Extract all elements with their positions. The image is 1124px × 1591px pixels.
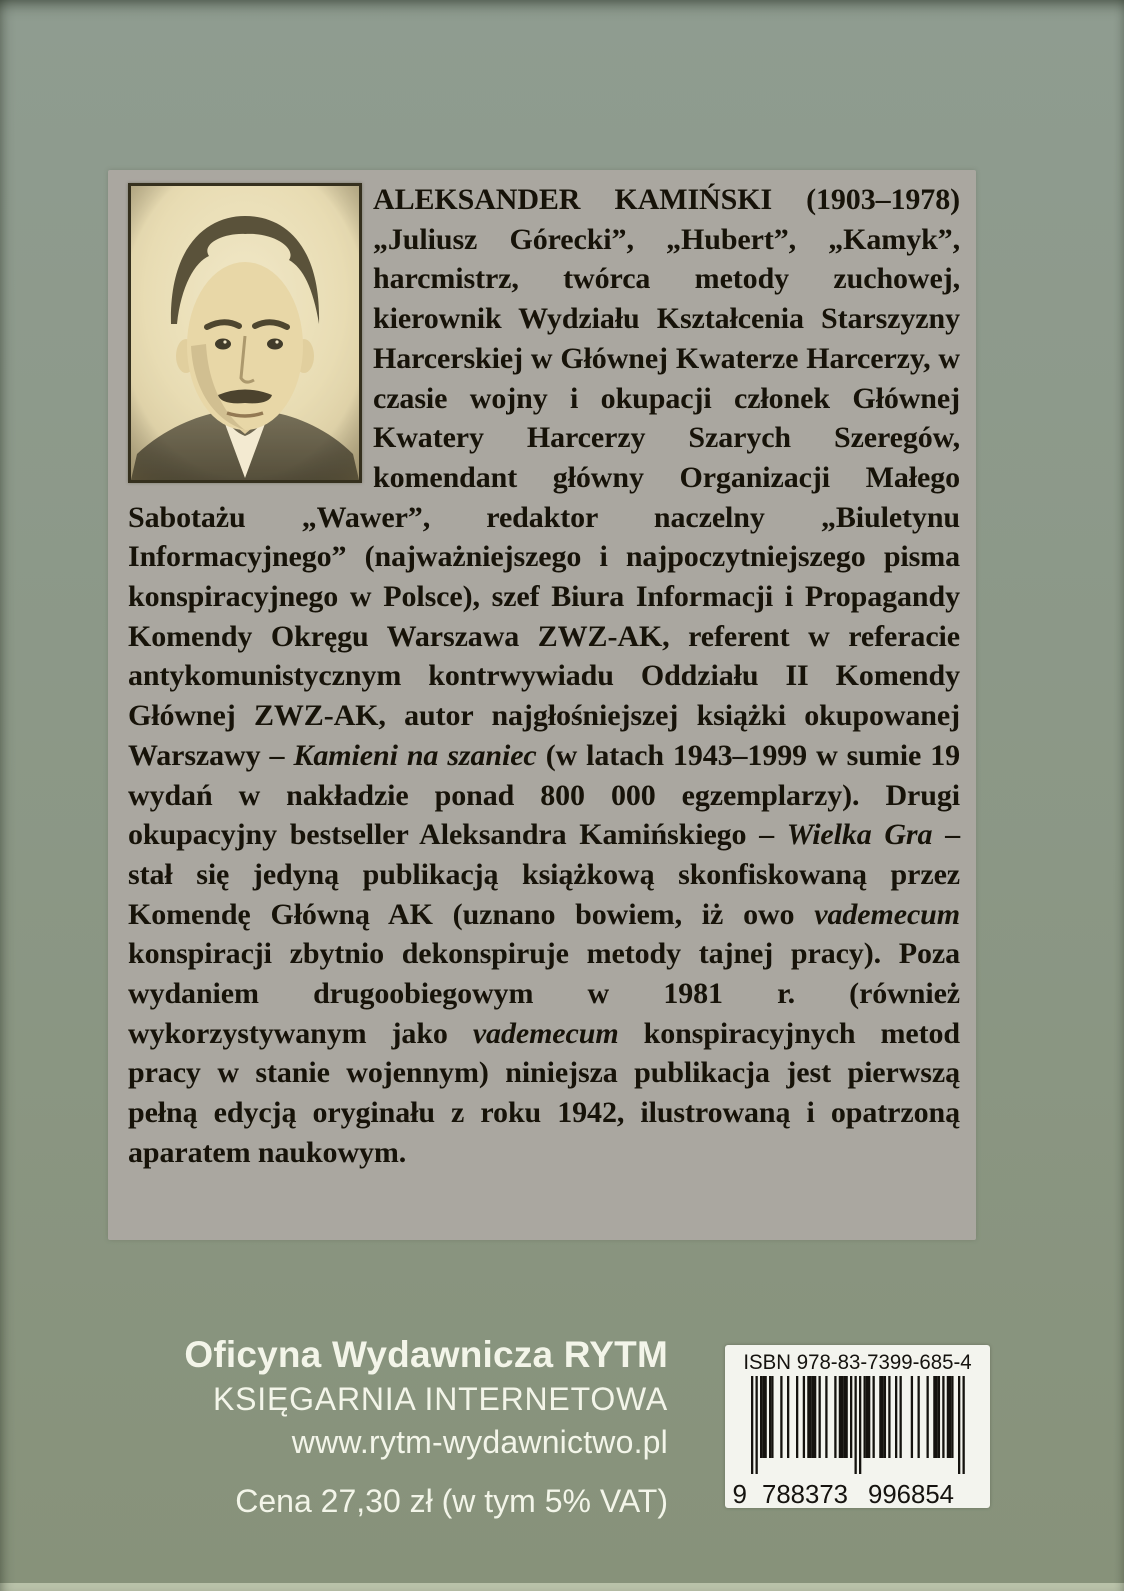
svg-text:9: 9 [732, 1479, 747, 1506]
bio-text: ALEKSANDER KAMIŃSKI (1903–1978) „Juliusz Górecki”, „Hubert”, „Kamyk”, harcmistrz, twórca metody zuchowej, kierownik Wydziału Kształcenia Starszyzny Harcerskiej w Głównej Kwaterze Harcerzy, w czasie wojny i okupacji członek Głównej Kwatery Harcerzy Szarych Szeregów, komendant główny Organizacji Małego Sabotażu „Wawer”, redaktor naczelny „Biuletynu Informacyjnego” (najważniejszego i najpoczytniejszego pisma konspiracyjnego w Polsce), szef Biura Informacji i Propagandy Komendy Okręgu Warszawa ZWZ-AK, referent w referacie antykomunistycznym kontrwywiadu Oddziału II Komendy Głównej ZWZ-AK, autor najgłośniejszej książki okupowanej Warszawy – Kamieni na szaniec (w latach 1943–1999 w sumie 19 wydań w nakładzie ponad 800 000 egzemplarzy). Drugi okupacyjny bestseller Aleksandra Kamińskiego – Wielka Gra – stał się jedyną publikacją książkową skonfiskowaną przez Komendę Główną AK (uznano bowiem, iż owo vademecum konspiracji zbytnio dekonspiruje metody tajnej pracy). Poza wydaniem drugoobiegowym w 1981 r. (również wykorzystywanym jako vademecum konspiracyjnych metod pracy w stanie wojennym) niniejsza publikacja jest pierwszą pełną edycją oryginału z roku 1942, ilustrowaną i opatrzoną aparatem naukowym. [128, 183, 960, 1169]
svg-text:788373: 788373 [762, 1479, 848, 1506]
author-photo [128, 183, 362, 483]
publisher-block [0, 1331, 668, 1522]
isbn-label: ISBN 978-83-7399-685-4 [743, 1350, 972, 1374]
bio-panel [108, 170, 976, 1240]
barcode-svg [731, 1376, 984, 1506]
website-url: www.rytm-wydawnictwo.pl [291, 1424, 668, 1460]
author-photo-illustration [131, 186, 359, 480]
price-label: Cena 27,30 zł (w tym 5% VAT) [235, 1483, 668, 1519]
publisher-name: Oficyna Wydawnicza RYTM [184, 1334, 668, 1375]
barcode-panel [725, 1345, 990, 1508]
bookstore-label: KSIĘGARNIA INTERNETOWA [212, 1381, 668, 1417]
svg-text:996854: 996854 [868, 1479, 954, 1506]
